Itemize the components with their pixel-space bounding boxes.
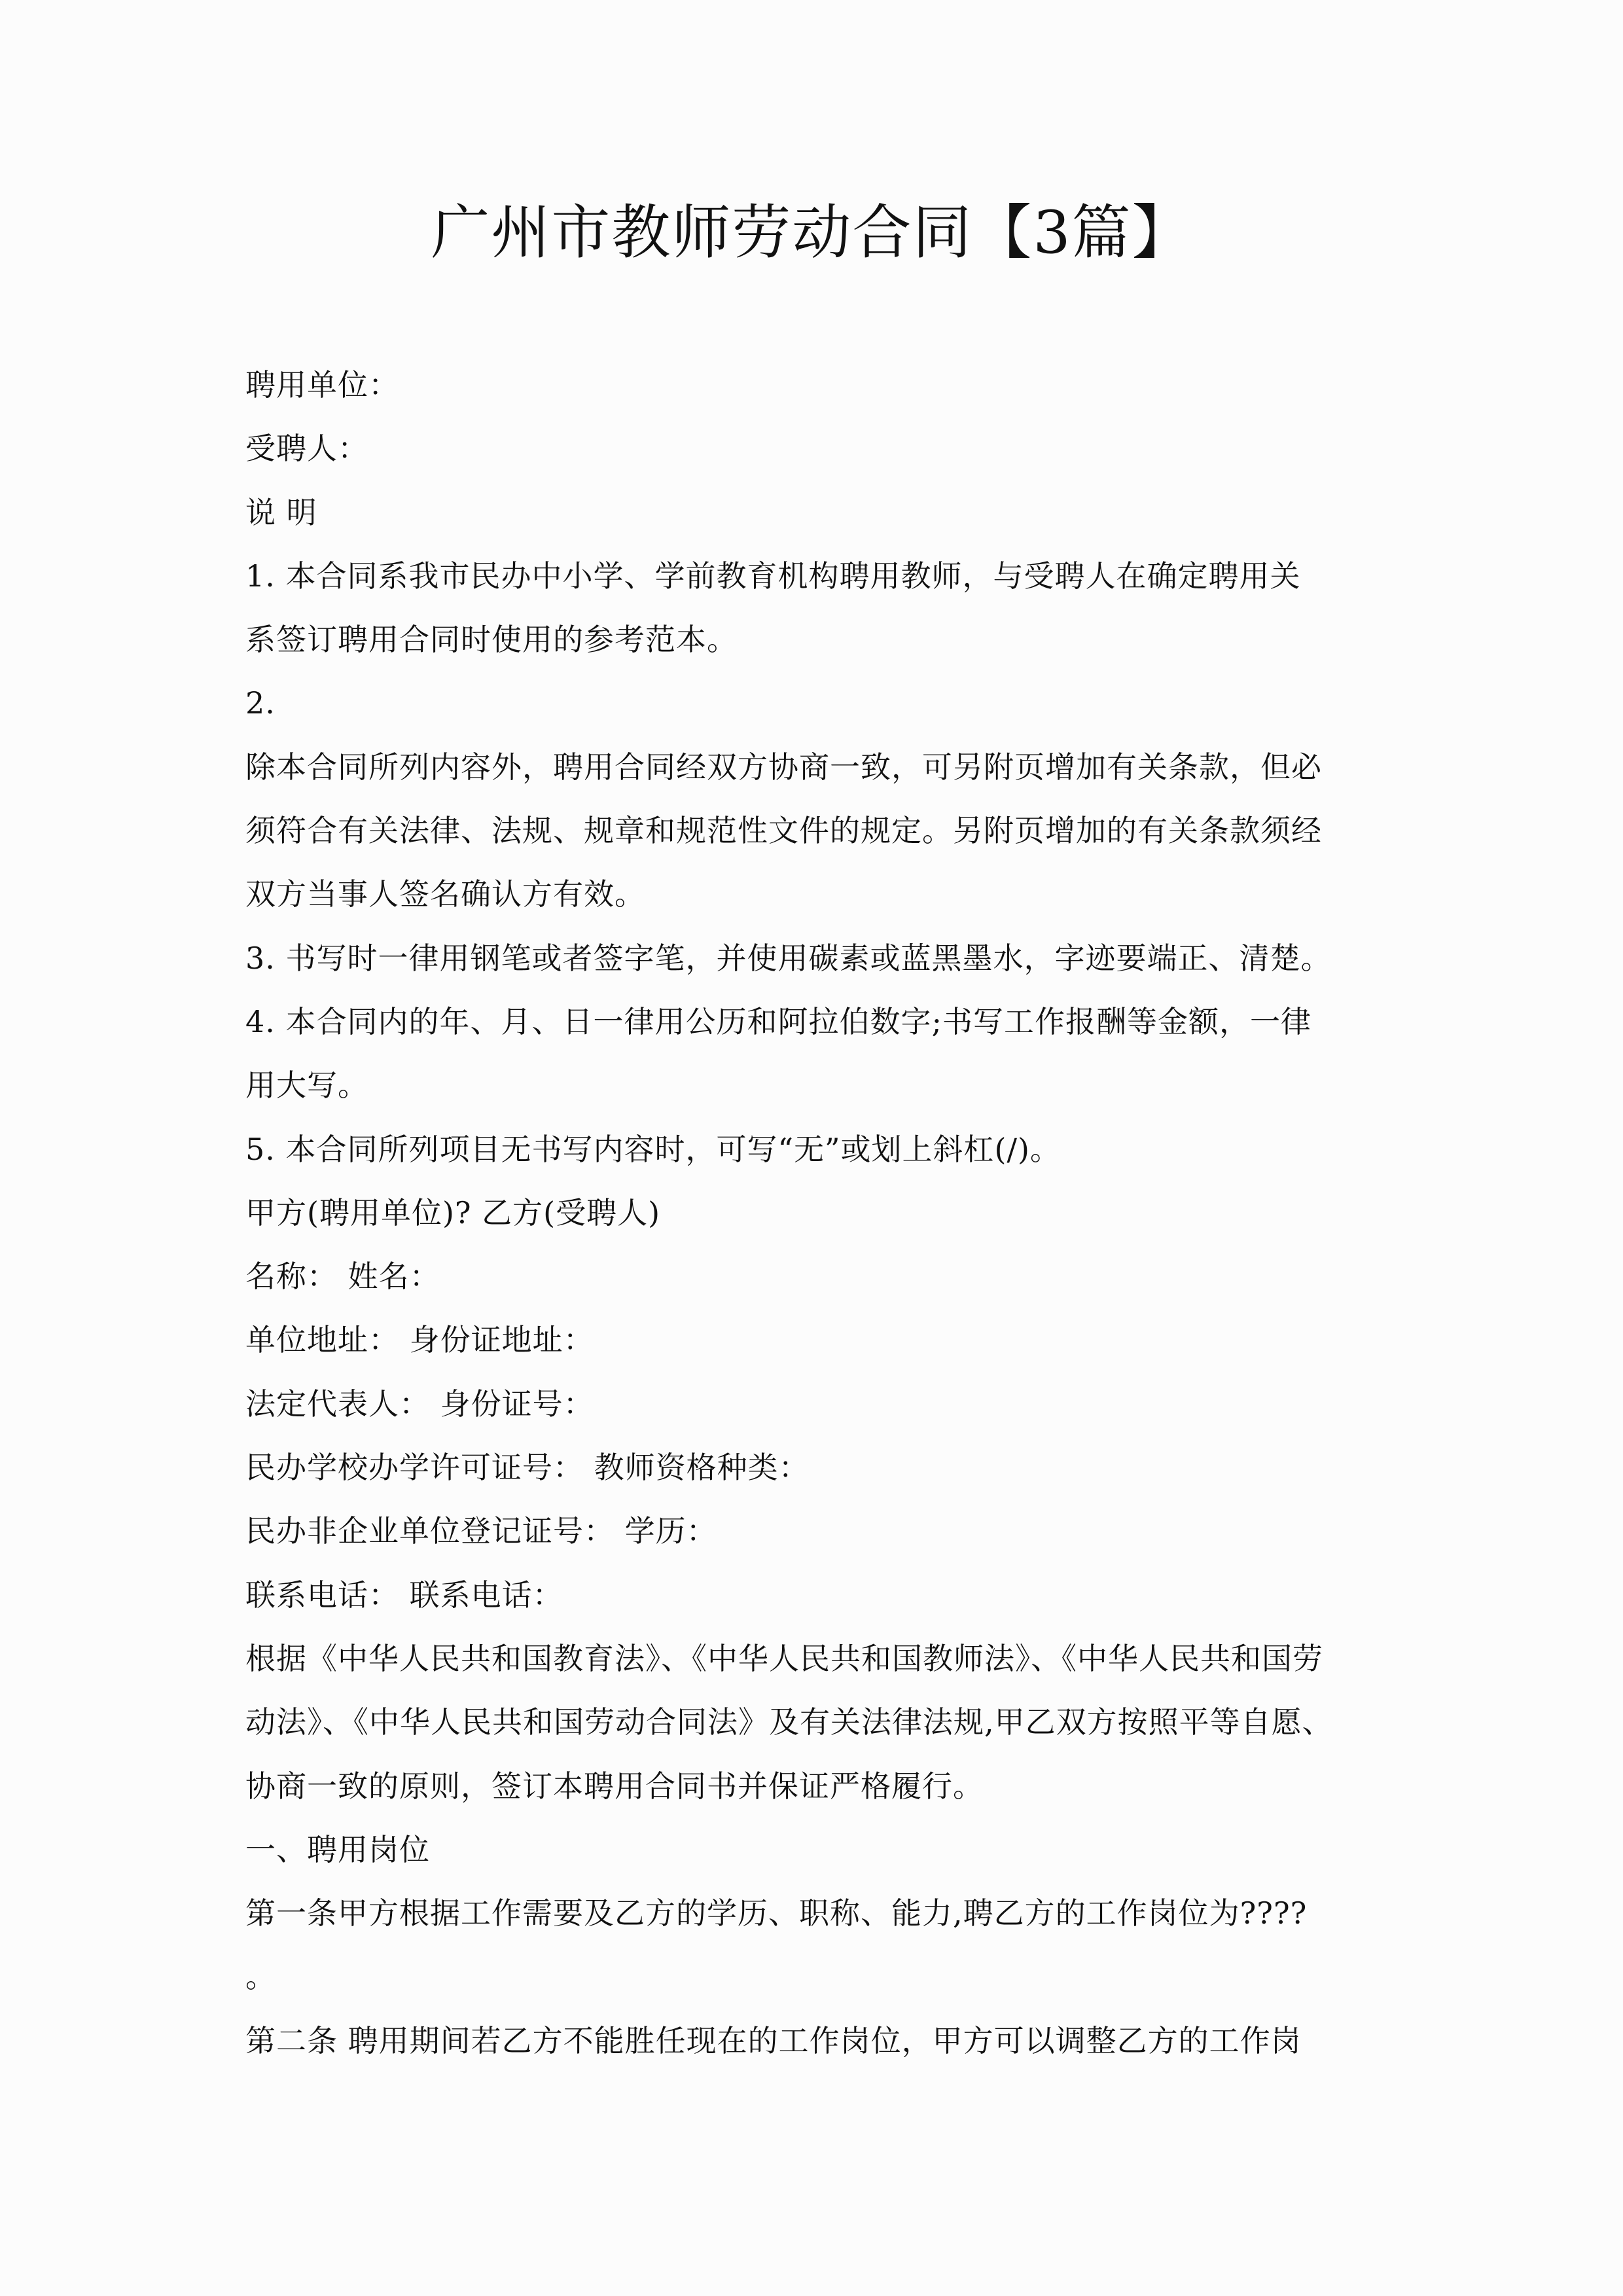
field-school-license: 民办学校办学许可证号： 教师资格种类： (245, 1450, 810, 1486)
field-registration-education: 民办非企业单位登记证号： 学历： (245, 1513, 717, 1549)
article-1-line-1: 第一条甲方根据工作需要及乙方的学历、职称、能力,聘乙方的工作岗位为???? (245, 1895, 1308, 1931)
field-legal-rep-id: 法定代表人： 身份证号： (245, 1386, 594, 1422)
field-employer: 聘用单位： (245, 367, 399, 403)
field-phone: 联系电话： 联系电话： (245, 1577, 563, 1613)
article-1-line-2: 。 (245, 1959, 276, 1995)
document-body (245, 353, 1397, 2073)
instruction-2-line-1: 除本合同所列内容外，聘用合同经双方协商一致，可另附页增加有关条款，但必 (245, 749, 1322, 785)
preamble-line-3: 协商一致的原则，签订本聘用合同书并保证严格履行。 (245, 1768, 984, 1804)
article-2-line-1: 第二条 聘用期间若乙方不能胜任现在的工作岗位，甲方可以调整乙方的工作岗 (245, 2022, 1302, 2058)
preamble-line-1: 根据《中华人民共和国教育法》、《中华人民共和国教师法》、《中华人民共和国劳 (245, 1640, 1323, 1676)
chapter-heading-position: 一、聘用岗位 (245, 1831, 430, 1867)
instruction-4-line-2: 用大写。 (245, 1067, 368, 1103)
instruction-3: 3. 书写时一律用钢笔或者签字笔，并使用碳素或蓝黑墨水，字迹要端正、清楚。 (245, 940, 1332, 976)
instruction-5: 5. 本合同所列项目无书写内容时，可写“无”或划上斜杠(/)。 (245, 1131, 1061, 1167)
parties-header: 甲方(聘用单位)? 乙方(受聘人) (245, 1194, 661, 1230)
instruction-2-line-2: 须符合有关法律、法规、规章和规范性文件的规定。另附页增加的有关条款须经 (245, 813, 1322, 849)
document-title: 广州市教师劳动合同【3篇】 (431, 198, 1192, 267)
instruction-2-number: 2. (245, 685, 276, 721)
instruction-1-line-2: 系签订聘用合同时使用的参考范本。 (245, 622, 738, 658)
instruction-2-line-3: 双方当事人签名确认方有效。 (245, 876, 645, 912)
preamble-line-2: 动法》、《中华人民共和国劳动合同法》及有关法律法规,甲乙双方按照平等自愿、 (245, 1704, 1333, 1740)
instruction-1-line-1: 1. 本合同系我市民办中小学、学前教育机构聘用教师，与受聘人在确定聘用关 (245, 558, 1301, 594)
section-heading-instructions: 说 明 (245, 494, 317, 530)
field-name: 名称： 姓名： (245, 1259, 440, 1295)
instruction-4-line-1: 4. 本合同内的年、月、日一律用公历和阿拉伯数字;书写工作报酬等金额，一律 (245, 1003, 1312, 1039)
field-employee: 受聘人： (245, 431, 368, 467)
field-address: 单位地址： 身份证地址： (245, 1322, 594, 1358)
